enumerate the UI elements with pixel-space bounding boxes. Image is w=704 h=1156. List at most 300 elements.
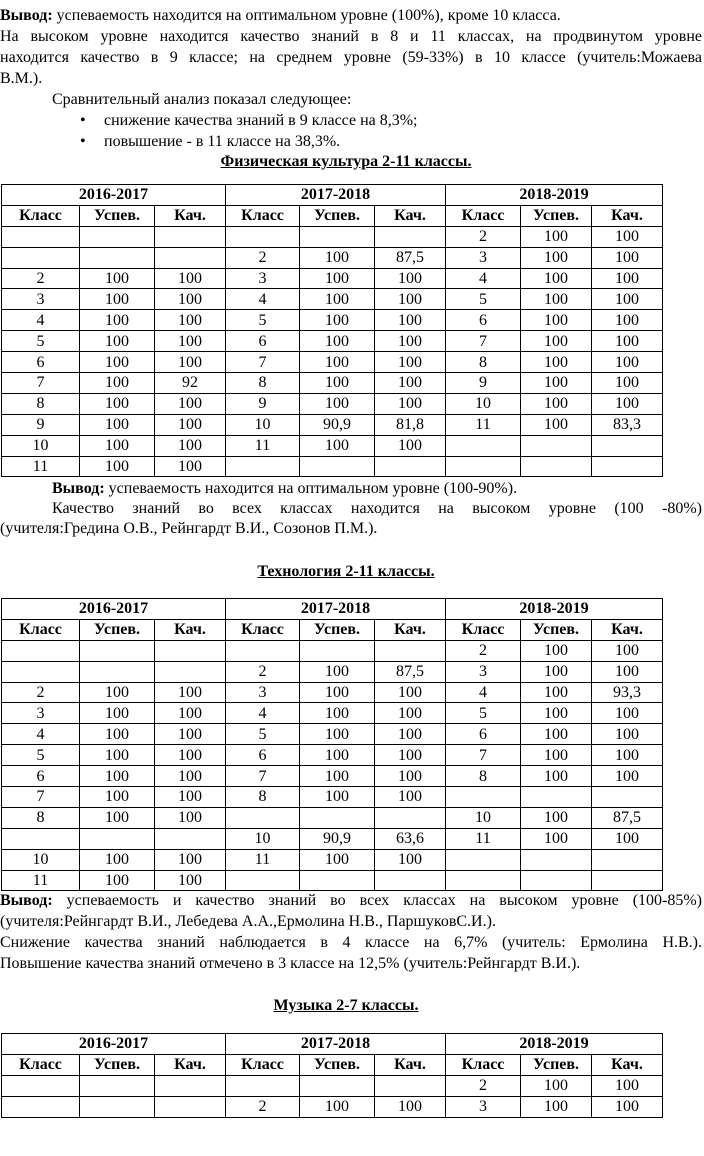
table-cell: 100 — [592, 393, 663, 414]
table-cell: 7 — [2, 373, 80, 394]
table-cell: 4 — [226, 289, 300, 310]
column-header: Кач. — [592, 205, 663, 226]
physical-conclusion-text: успеваемость находится на оптимальном уровне (100-90%). — [104, 480, 518, 497]
physical-conclusion-label: Вывод: — [52, 480, 105, 497]
table-cell: 100 — [155, 414, 226, 435]
results-table-technology — [1, 598, 663, 891]
table-cell: 4 — [446, 268, 521, 289]
table-cell: 100 — [521, 640, 592, 661]
year-header: 2017-2018 — [226, 599, 446, 620]
table-cell — [375, 807, 446, 828]
table-cell: 87,5 — [375, 247, 446, 268]
column-header: Кач. — [155, 619, 226, 640]
table-cell: 100 — [592, 640, 663, 661]
table-cell: 8 — [2, 807, 80, 828]
year-header: 2016-2017 — [2, 1034, 226, 1055]
table-row — [2, 849, 663, 870]
table-cell: 100 — [155, 393, 226, 414]
table-cell: 83,3 — [592, 414, 663, 435]
table-cell: 100 — [80, 373, 155, 394]
table-cell — [2, 661, 80, 682]
table-cell: 100 — [521, 682, 592, 703]
table-cell: 4 — [2, 724, 80, 745]
table-row — [2, 393, 663, 414]
table-cell: 100 — [521, 828, 592, 849]
table-cell: 100 — [80, 456, 155, 477]
table-cell: 3 — [226, 268, 300, 289]
table-cell: 100 — [375, 352, 446, 373]
table-row — [2, 456, 663, 477]
column-header: Класс — [446, 1054, 521, 1075]
table-row — [2, 435, 663, 456]
table-cell: 100 — [592, 226, 663, 247]
table-row — [2, 289, 663, 310]
table-row — [2, 373, 663, 394]
table-cell: 100 — [80, 331, 155, 352]
table-cell: 5 — [226, 310, 300, 331]
table-cell: 11 — [226, 435, 300, 456]
table-row — [2, 226, 663, 247]
table-cell: 100 — [521, 1075, 592, 1096]
table-cell: 100 — [521, 724, 592, 745]
physical-quality-line: (учителя:Гредина О.В., Рейнгардт В.И., Созонов П.М.). — [0, 520, 378, 537]
table-cell: 100 — [592, 268, 663, 289]
table-cell: 100 — [155, 289, 226, 310]
table-cell — [375, 1075, 446, 1096]
table-cell: 100 — [300, 373, 375, 394]
table-cell: 90,9 — [300, 828, 375, 849]
table-cell — [446, 849, 521, 870]
table-cell — [521, 456, 592, 477]
table-cell — [521, 870, 592, 891]
column-header: Успев. — [80, 1054, 155, 1075]
table-cell: 100 — [300, 745, 375, 766]
column-header: Кач. — [155, 1054, 226, 1075]
table-cell: 100 — [80, 414, 155, 435]
table-cell: 100 — [592, 703, 663, 724]
table-cell — [300, 226, 375, 247]
table-cell: 100 — [521, 807, 592, 828]
table-cell: 10 — [2, 435, 80, 456]
technology-conclusion — [0, 891, 702, 911]
table-cell: 100 — [80, 745, 155, 766]
table-cell: 7 — [2, 787, 80, 808]
table-cell: 100 — [375, 849, 446, 870]
table-row — [2, 268, 663, 289]
column-header-row — [2, 619, 663, 640]
table-cell: 5 — [446, 289, 521, 310]
table-cell — [226, 456, 300, 477]
table-row — [2, 787, 663, 808]
table-cell — [521, 435, 592, 456]
table-cell: 100 — [375, 682, 446, 703]
table-cell — [226, 807, 300, 828]
table-cell: 4 — [2, 310, 80, 331]
table-cell — [446, 435, 521, 456]
table-cell — [155, 828, 226, 849]
table-cell: 100 — [300, 331, 375, 352]
table-row — [2, 745, 663, 766]
table-cell: 100 — [80, 435, 155, 456]
results-table-music — [1, 1033, 663, 1118]
table-cell: 5 — [2, 331, 80, 352]
table-cell: 100 — [521, 331, 592, 352]
year-header: 2017-2018 — [226, 185, 446, 206]
table-cell: 100 — [300, 247, 375, 268]
table-cell — [300, 456, 375, 477]
table-cell: 100 — [592, 1075, 663, 1096]
table-cell — [592, 435, 663, 456]
table-cell: 100 — [155, 787, 226, 808]
column-header: Успев. — [521, 205, 592, 226]
table-cell — [155, 1075, 226, 1096]
table-cell: 100 — [592, 289, 663, 310]
table-cell: 6 — [226, 331, 300, 352]
table-cell: 3 — [226, 682, 300, 703]
table-cell: 100 — [592, 310, 663, 331]
table-cell: 100 — [375, 373, 446, 394]
technology-conclusion-text: успеваемость и качество знаний во всех классах на высоком уровне (100-85%) — [52, 892, 702, 909]
table-cell: 100 — [80, 724, 155, 745]
table-cell: 2 — [226, 1096, 300, 1117]
technology-conclusion-label: Вывод: — [0, 892, 53, 909]
table-cell: 63,6 — [375, 828, 446, 849]
table-cell: 8 — [446, 352, 521, 373]
table-cell: 93,3 — [592, 682, 663, 703]
column-header: Кач. — [592, 1054, 663, 1075]
table-row — [2, 331, 663, 352]
table-cell: 100 — [375, 393, 446, 414]
table-row — [2, 807, 663, 828]
table-cell: 100 — [300, 787, 375, 808]
table-cell: 100 — [592, 373, 663, 394]
column-header: Кач. — [375, 619, 446, 640]
bullet-icon: • — [80, 133, 86, 150]
table-cell: 3 — [2, 289, 80, 310]
table-cell: 100 — [155, 870, 226, 891]
table-cell: 100 — [592, 1096, 663, 1117]
table-cell: 100 — [300, 682, 375, 703]
table-row — [2, 247, 663, 268]
table-row — [2, 870, 663, 891]
table-cell: 100 — [80, 787, 155, 808]
table-cell: 11 — [2, 456, 80, 477]
table-cell: 100 — [521, 766, 592, 787]
table-cell: 7 — [226, 766, 300, 787]
table-cell: 4 — [226, 703, 300, 724]
table-cell: 100 — [80, 393, 155, 414]
column-header: Класс — [2, 1054, 80, 1075]
table-cell: 7 — [446, 331, 521, 352]
table-cell: 100 — [375, 703, 446, 724]
table-cell: 100 — [375, 724, 446, 745]
intro-conclusion-text: успеваемость находится на оптимальном уровне (100%), кроме 10 класса. — [52, 7, 561, 24]
section-title-technology: Технология 2-11 классы. — [257, 563, 435, 580]
table-cell: 100 — [155, 849, 226, 870]
table-cell: 6 — [2, 766, 80, 787]
table-cell — [375, 456, 446, 477]
table-cell: 100 — [300, 310, 375, 331]
table-row — [2, 682, 663, 703]
table-cell — [300, 807, 375, 828]
table-cell — [592, 787, 663, 808]
table-cell: 100 — [521, 373, 592, 394]
table-cell: 100 — [80, 289, 155, 310]
table-cell: 2 — [446, 226, 521, 247]
table-cell — [375, 870, 446, 891]
table-cell — [2, 1096, 80, 1117]
column-header: Кач. — [375, 205, 446, 226]
intro-conclusion — [0, 6, 704, 26]
table-cell: 92 — [155, 373, 226, 394]
table-cell — [80, 1075, 155, 1096]
table-cell: 100 — [300, 849, 375, 870]
table-cell: 5 — [226, 724, 300, 745]
table-cell — [592, 870, 663, 891]
table-cell: 10 — [2, 849, 80, 870]
column-header: Успев. — [521, 1054, 592, 1075]
table-cell — [375, 226, 446, 247]
table-cell — [80, 1096, 155, 1117]
technology-change-line: Повышение качества знаний отмечено в 3 классе на 12,5% (учитель:Рейнгардт В.И.). — [0, 955, 581, 972]
table-cell — [226, 226, 300, 247]
table-cell: 100 — [155, 745, 226, 766]
table-cell: 100 — [592, 661, 663, 682]
table-cell: 100 — [521, 268, 592, 289]
table-cell: 8 — [226, 373, 300, 394]
table-cell: 100 — [155, 456, 226, 477]
table-cell — [2, 1075, 80, 1096]
table-cell — [592, 849, 663, 870]
physical-quality-line: Качество знаний во всех классах находится на высоком уровне (100 -80%) — [52, 500, 702, 517]
table-cell: 100 — [592, 745, 663, 766]
table-cell: 100 — [80, 870, 155, 891]
table-cell: 100 — [155, 435, 226, 456]
table-cell: 3 — [446, 1096, 521, 1117]
year-header: 2017-2018 — [226, 1034, 446, 1055]
table-row — [2, 724, 663, 745]
table-cell: 100 — [521, 393, 592, 414]
table-cell: 7 — [226, 352, 300, 373]
table-cell: 100 — [592, 828, 663, 849]
table-cell — [592, 456, 663, 477]
column-header: Класс — [446, 205, 521, 226]
table-cell — [521, 787, 592, 808]
table-cell: 100 — [80, 766, 155, 787]
table-cell: 8 — [2, 393, 80, 414]
table-cell: 2 — [446, 640, 521, 661]
table-cell: 100 — [592, 331, 663, 352]
table-cell: 100 — [375, 766, 446, 787]
table-cell: 10 — [446, 393, 521, 414]
table-cell — [375, 640, 446, 661]
table-cell: 2 — [2, 268, 80, 289]
year-header-row — [2, 185, 663, 206]
table-cell: 100 — [375, 289, 446, 310]
table-cell — [155, 640, 226, 661]
table-cell — [2, 226, 80, 247]
table-cell: 2 — [2, 682, 80, 703]
table-cell: 100 — [592, 247, 663, 268]
table-cell: 100 — [521, 745, 592, 766]
table-cell: 3 — [446, 661, 521, 682]
table-cell: 100 — [521, 310, 592, 331]
table-cell: 100 — [80, 849, 155, 870]
table-row — [2, 703, 663, 724]
table-cell: 100 — [375, 1096, 446, 1117]
table-cell: 100 — [592, 352, 663, 373]
table-cell: 100 — [521, 226, 592, 247]
column-header: Класс — [2, 205, 80, 226]
intro-para-line: находится качество в 9 классе; на среднем уровне (59-33%) в 10 классе (учитель:Можаева — [0, 49, 702, 66]
table-cell — [226, 870, 300, 891]
table-cell: 90,9 — [300, 414, 375, 435]
table-cell — [446, 787, 521, 808]
year-header: 2016-2017 — [2, 185, 226, 206]
section-title-physical: Физическая культура 2-11 классы. — [220, 153, 472, 170]
table-cell — [226, 1075, 300, 1096]
table-cell: 100 — [155, 703, 226, 724]
table-cell — [80, 828, 155, 849]
table-cell: 100 — [155, 766, 226, 787]
intro-para-line: В.М.). — [0, 70, 43, 87]
table-cell: 100 — [521, 661, 592, 682]
table-cell: 6 — [226, 745, 300, 766]
table-cell: 100 — [521, 1096, 592, 1117]
table-row — [2, 766, 663, 787]
table-cell — [300, 1075, 375, 1096]
table-cell: 8 — [446, 766, 521, 787]
table-cell — [2, 247, 80, 268]
table-cell: 8 — [226, 787, 300, 808]
table-cell: 100 — [155, 724, 226, 745]
table-row — [2, 1075, 663, 1096]
column-header: Успев. — [80, 619, 155, 640]
table-cell: 100 — [300, 352, 375, 373]
technology-conclusion-line: (учителя:Рейнгардт В.И., Лебедева А.А.,Ермолина Н.В., ПаршуковС.И.). — [0, 913, 496, 930]
table-cell: 100 — [300, 766, 375, 787]
table-cell: 100 — [155, 807, 226, 828]
table-cell: 6 — [446, 724, 521, 745]
year-header: 2018-2019 — [446, 599, 663, 620]
table-cell — [300, 640, 375, 661]
table-cell: 100 — [375, 745, 446, 766]
table-cell: 100 — [300, 724, 375, 745]
table-cell: 7 — [446, 745, 521, 766]
column-header: Успев. — [300, 205, 375, 226]
column-header: Успев. — [521, 619, 592, 640]
column-header: Кач. — [375, 1054, 446, 1075]
physical-conclusion — [52, 479, 704, 499]
table-cell: 100 — [80, 807, 155, 828]
table-cell: 87,5 — [375, 661, 446, 682]
table-row — [2, 640, 663, 661]
table-cell: 100 — [521, 352, 592, 373]
column-header-row — [2, 205, 663, 226]
table-cell: 100 — [155, 682, 226, 703]
table-cell: 100 — [155, 331, 226, 352]
bullet-icon: • — [80, 112, 86, 129]
column-header: Успев. — [300, 619, 375, 640]
table-cell: 100 — [80, 703, 155, 724]
table-cell: 100 — [300, 661, 375, 682]
intro-para-line: На высоком уровне находится качество знаний в 8 и 11 классах, на продвинутом уровне — [0, 28, 702, 45]
table-cell: 100 — [521, 289, 592, 310]
table-cell: 100 — [592, 724, 663, 745]
table-cell — [80, 640, 155, 661]
table-cell — [155, 1096, 226, 1117]
results-table-physical — [1, 184, 663, 477]
table-cell: 100 — [521, 703, 592, 724]
table-cell: 100 — [155, 268, 226, 289]
table-cell — [446, 456, 521, 477]
table-cell: 100 — [375, 435, 446, 456]
table-cell: 3 — [446, 247, 521, 268]
column-header: Успев. — [80, 205, 155, 226]
column-header: Класс — [226, 1054, 300, 1075]
table-cell: 3 — [2, 703, 80, 724]
table-cell — [521, 849, 592, 870]
table-cell: 100 — [375, 310, 446, 331]
table-row — [2, 310, 663, 331]
table-cell: 100 — [155, 352, 226, 373]
table-cell: 10 — [226, 414, 300, 435]
table-cell: 11 — [2, 870, 80, 891]
technology-change-line: Снижение качества знаний наблюдается в 4 классе на 6,7% (учитель: Ермолина Н.В.). — [0, 934, 702, 951]
table-cell: 11 — [446, 414, 521, 435]
table-cell: 9 — [226, 393, 300, 414]
table-cell: 100 — [80, 310, 155, 331]
table-cell — [80, 661, 155, 682]
table-row — [2, 828, 663, 849]
table-cell — [155, 661, 226, 682]
table-cell: 4 — [446, 682, 521, 703]
table-cell: 100 — [80, 352, 155, 373]
table-row — [2, 661, 663, 682]
table-cell — [155, 247, 226, 268]
table-cell: 87,5 — [592, 807, 663, 828]
table-cell: 5 — [446, 703, 521, 724]
table-cell: 100 — [300, 435, 375, 456]
year-header: 2016-2017 — [2, 599, 226, 620]
table-cell: 100 — [155, 310, 226, 331]
table-cell: 9 — [446, 373, 521, 394]
bullet-text: повышение - в 11 классе на 38,3%. — [104, 133, 341, 150]
table-cell — [446, 870, 521, 891]
table-row — [2, 1096, 663, 1117]
table-cell — [155, 226, 226, 247]
table-cell: 10 — [446, 807, 521, 828]
table-row — [2, 414, 663, 435]
table-cell: 11 — [446, 828, 521, 849]
column-header: Кач. — [155, 205, 226, 226]
table-cell: 100 — [300, 703, 375, 724]
year-header-row — [2, 1034, 663, 1055]
column-header: Кач. — [592, 619, 663, 640]
table-cell: 100 — [300, 1096, 375, 1117]
table-cell — [226, 640, 300, 661]
table-cell — [80, 226, 155, 247]
column-header: Класс — [226, 205, 300, 226]
table-cell: 10 — [226, 828, 300, 849]
table-cell: 2 — [446, 1075, 521, 1096]
table-cell: 100 — [375, 268, 446, 289]
table-cell — [300, 870, 375, 891]
table-cell: 100 — [300, 268, 375, 289]
section-title-music: Музыка 2-7 классы. — [273, 997, 419, 1014]
table-cell: 100 — [592, 766, 663, 787]
table-cell: 6 — [446, 310, 521, 331]
